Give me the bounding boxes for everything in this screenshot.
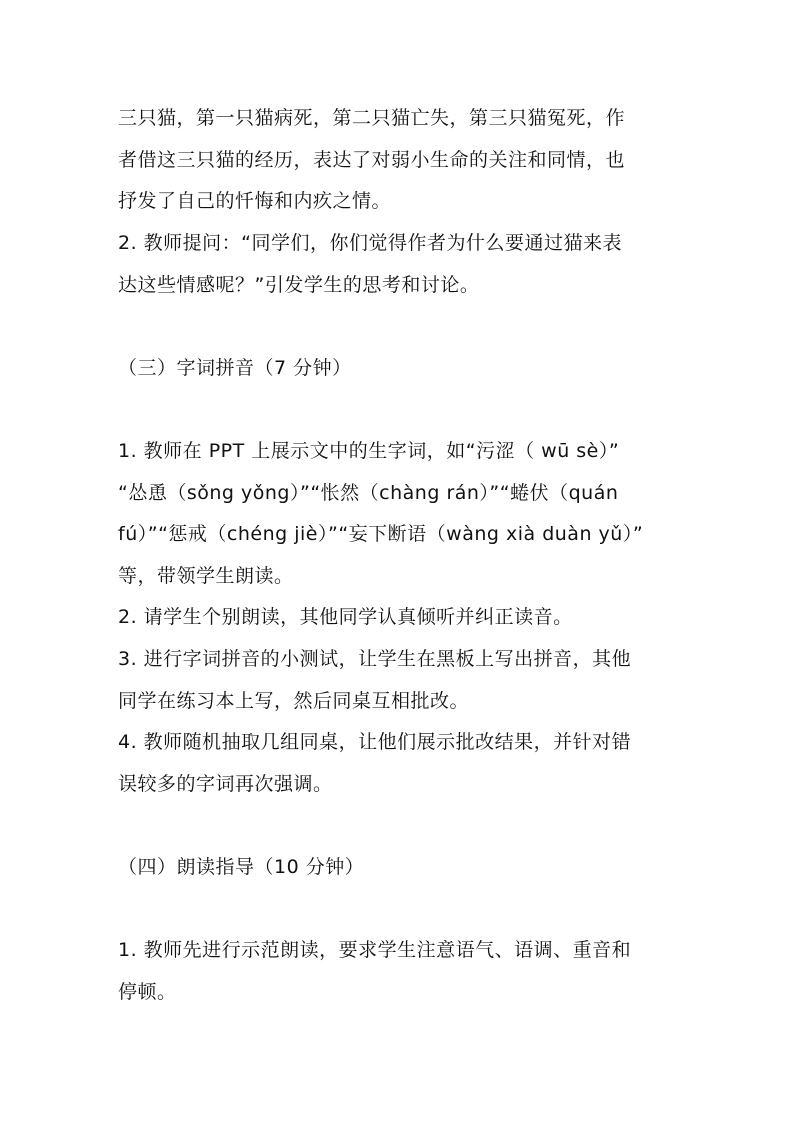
list-item-line: 2. 请学生个别朗读，其他同学认真倾听并纠正读音。 (118, 606, 573, 628)
list-item-line: 2. 教师提问：“同学们，你们觉得作者为什么要通过猫来表 (118, 232, 623, 254)
list-item-line: 达这些情感呢？”引发学生的思考和讨论。 (118, 274, 480, 296)
list-item-line: 误较多的字词再次强调。 (118, 773, 333, 795)
paragraph-line: 者借这三只猫的经历，表达了对弱小生命的关注和同情，也 (118, 149, 626, 171)
list-item-line: 4. 教师随机抽取几组同桌，让他们展示批改结果，并针对错 (118, 731, 632, 753)
list-item-line: 1. 教师在 PPT 上展示文中的生字词，如“污涩（ wū sè）” (118, 440, 620, 462)
list-item-line: fú）”“惩戒（chéng jiè）”“妄下断语（wàng xià duàn yǔ）” (118, 523, 644, 545)
list-item-line: 等，带领学生朗读。 (118, 565, 294, 587)
paragraph-line: 三只猫，第一只猫病死，第二只猫亡失，第三只猫冤死，作 (118, 107, 626, 129)
list-item-line: 3. 进行字词拼音的小测试，让学生在黑板上写出拼音，其他 (118, 648, 632, 670)
paragraph-line: 抒发了自己的忏悔和内疚之情。 (118, 190, 392, 212)
list-item-line: 停顿。 (118, 981, 177, 1003)
list-item-line: 同学在练习本上写，然后同桌互相批改。 (118, 690, 470, 712)
section-heading: （三）字词拼音（7 分钟） (118, 357, 352, 379)
section-heading: （四）朗读指导（10 分钟） (118, 856, 365, 878)
list-item-line: “怂恿（sǒng yǒng）”“怅然（chàng rán）”“蜷伏（quán (118, 482, 619, 504)
list-item-line: 1. 教师先进行示范朗读，要求学生注意语气、语调、重音和 (118, 939, 632, 961)
